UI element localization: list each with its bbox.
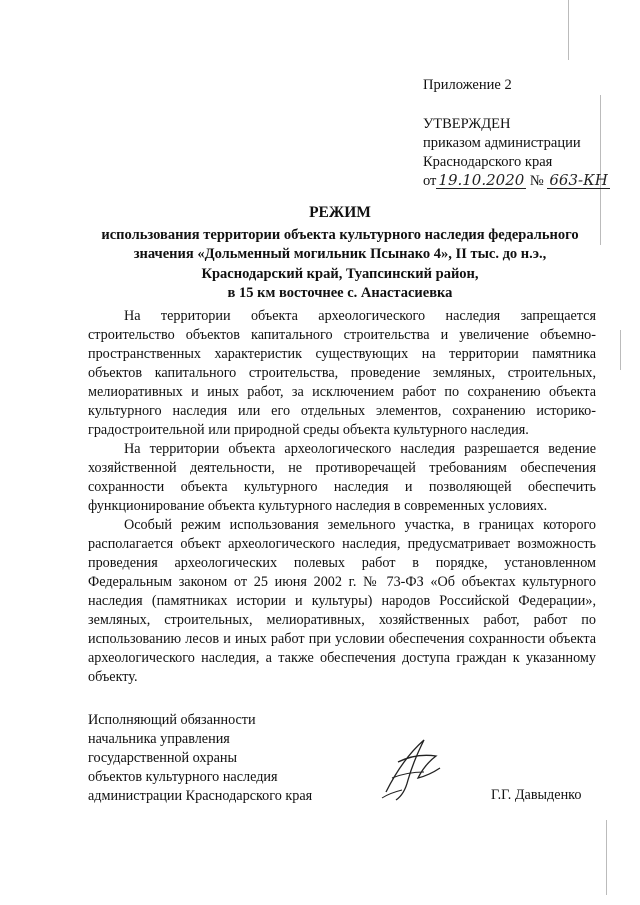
approved-by-line: приказом администрации (423, 135, 581, 151)
scan-edge-mark (620, 330, 621, 370)
body-paragraph: На территории объекта археологического наследия запрещается строительство объектов капитального строительства и увеличение объемно-пространственных характеристик существующих на территории памятника объектов капитального строительства, проведение земляных, строительных, мелиоративных и иных работ, за исключением работ по сохранению объекта культурного наследия или его отдельных элементов, сохранению историко-градостроительной или природной среды объекта культурного наследия. (88, 308, 596, 438)
order-line (423, 172, 623, 191)
appendix-label: Приложение 2 (423, 77, 512, 93)
approved-label: УТВЕРЖДЕН (423, 116, 511, 132)
signatory-line: начальника управления (88, 731, 230, 747)
order-no-prefix: № (529, 173, 544, 189)
signatory-line: государственной охраны (88, 750, 238, 766)
handwritten-signature-icon (378, 732, 448, 804)
scan-edge-mark (606, 820, 607, 895)
title-line: в 15 км восточнее с. Анастасиевка (227, 285, 453, 301)
document-body (88, 307, 596, 687)
order-number-handwritten: 663-КН (549, 171, 608, 189)
signatory-line: администрации Краснодарского края (88, 788, 313, 804)
order-date-handwritten: 19.10.2020 (438, 171, 525, 189)
signatory-line: Исполняющий обязанности (88, 712, 256, 728)
approval-header (423, 76, 623, 191)
scan-edge-mark (568, 0, 569, 60)
approved-by-line: Краснодарского края (423, 154, 553, 170)
order-prefix: от (423, 173, 437, 189)
title-main: РЕЖИМ (309, 204, 371, 221)
signatory-line: объектов культурного наследия (88, 769, 278, 785)
title-line: использования территории объекта культурного наследия федерального (101, 226, 579, 243)
signatory-position (88, 711, 388, 806)
body-paragraph: Особый режим использования земельного участка, в границах которого располагается объект археологического наследия, предусматривает возможность проведения археологических полевых работ в порядке, установленном Федеральным законом от 25 июня 2002 г. № 73-ФЗ «Об объектах культурного наследия (памятниках истории и культуры) народов Российской Федерации», земляных, строительных, мелиоративных, хозяйственных работ, работ по использованию лесов и иных работ при условии обеспечения сохранности объекта археологического наследия, а также обеспечения доступа граждан к указанному объекту. (88, 517, 596, 685)
document-title (60, 203, 620, 304)
title-line: значения «Дольменный могильник Псынако 4», II тыс. до н.э., (133, 246, 547, 262)
title-line: Краснодарский край, Туапсинский район, (201, 265, 479, 282)
body-paragraph: На территории объекта археологического наследия разрешается ведение хозяйственной деятельности, не противоречащей требованиям обеспечения сохранности объекта культурного наследия и позволяющей обеспечить функционирование объекта культурного наследия в современных условиях. (88, 441, 596, 514)
signatory-name: Г.Г. Давыденко (491, 787, 582, 803)
